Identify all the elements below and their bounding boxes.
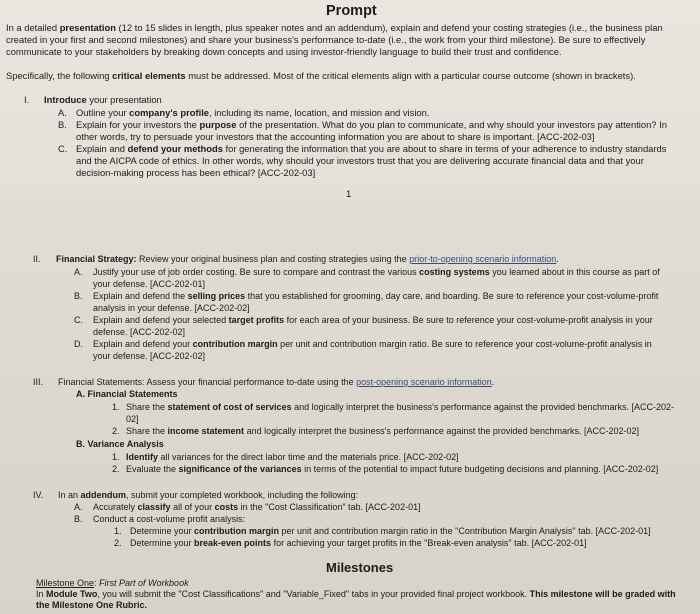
section-3-b-1-text: Identify all variances for the direct labor time and the materials price. [ACC-202-02] — [126, 452, 459, 462]
section-3-b-2-number: 2. — [112, 464, 120, 474]
section-2-d-letter: D. — [74, 339, 83, 349]
section-1-c-line-3: decision-making process has been ethical? [ACC-202-03] — [76, 167, 316, 178]
section-2-number: II. — [33, 254, 41, 264]
section-1-a-text: Outline your company's profile, including its name, location, and mission and vision. — [76, 107, 430, 118]
section-2-c-letter: C. — [74, 315, 83, 325]
section-4-b-2-text: Determine your break-even points for achieving your target profits in the "Break-even analysis" tab. [ACC-202-01] — [130, 538, 587, 548]
section-2-a-line-1: Justify your use of job order costing. Be sure to compare and contrast the various costing systems you learned about in this course as part of — [93, 267, 660, 277]
section-3-a-heading: A. Financial Statements — [76, 389, 178, 399]
critical-elements-line: Specifically, the following critical elements must be addressed. Most of the critical elements align with a particular course outcome (shown in brackets). — [6, 70, 636, 81]
intro-line-3: communicate to your stakeholders by breaking down concepts and using investor-friendly language to build their trust and confidence. — [6, 46, 562, 57]
section-1-number: I. — [24, 94, 30, 105]
section-3-a-1-line-2: 02] — [126, 414, 139, 424]
section-4-b-1-number: 1. — [114, 526, 122, 536]
section-4-b-2-number: 2. — [114, 538, 122, 548]
section-1-b-line-2: other words, try to persuade your investors that the accounting information you are about to share is important. [ACC-202-03] — [76, 131, 595, 142]
section-4-heading: In an addendum, submit your completed workbook, including the following: — [58, 490, 359, 500]
section-2-d-line-1: Explain and defend your contribution margin per unit and contribution margin ratio. Be sure to reference your cost-volume-profit analysis in — [93, 339, 652, 349]
section-3-heading: Financial Statements: Assess your financial performance to-date using the post-opening scenario information. — [58, 377, 495, 387]
intro-line-2: created in your first and second milestones) and share your business's performance to-date (i.e., the work from your third milestone). Be sure to effectively — [6, 34, 646, 45]
section-1-heading: Introduce your presentation — [44, 94, 162, 105]
section-2-b-letter: B. — [74, 291, 83, 301]
section-2-c-line-2: defense. [ACC-202-02] — [93, 327, 186, 337]
section-2-c-line-1: Explain and defend your selected target profits for each area of your business. Be sure to reference your cost-volume-profit analysis in your — [93, 315, 653, 325]
milestone-one-line-2: the Milestone One Rubric. — [36, 600, 148, 610]
milestone-one-line-1: In Module Two, you will submit the "Cost Classifications" and "Variable_Fixed" tabs in your provided final project workbook. This milestone will be graded with — [36, 589, 676, 599]
section-2-d-line-2: your defense. [ACC-202-02] — [93, 351, 206, 361]
section-2-a-line-2: your defense. [ACC-202-01] — [93, 279, 206, 289]
post-opening-link[interactable]: post-opening scenario information — [356, 377, 492, 387]
section-3-a-1-number: 1. — [112, 402, 120, 412]
section-2-b-line-1: Explain and defend the selling prices that you established for grooming, day care, and boarding. Be sure to reference your cost-volume-profit — [93, 291, 659, 301]
section-3-a-1-line-1: Share the statement of cost of services and logically interpret the business's performance against the provided benchmarks. [ACC-202- — [126, 402, 674, 412]
section-3-number: III. — [33, 377, 44, 387]
section-4-b-letter: B. — [74, 514, 83, 524]
milestones-heading: Milestones — [326, 560, 394, 575]
section-1-c-letter: C. — [58, 143, 68, 154]
section-1-a-letter: A. — [58, 107, 67, 118]
section-3-a-2-number: 2. — [112, 426, 120, 436]
section-4-b-text: Conduct a cost-volume profit analysis: — [93, 514, 246, 524]
prior-to-opening-link[interactable]: prior-to-opening scenario information — [409, 254, 557, 264]
section-1-b-line-1: Explain for your investors the purpose of the presentation. What do you plan to communicate, and why should your investors pay attention? In — [76, 119, 667, 130]
section-2-heading: Financial Strategy: Review your original business plan and costing strategies using the prior-to-opening scenario information. — [56, 254, 559, 264]
section-1-b-letter: B. — [58, 119, 67, 130]
milestone-one-heading: Milestone One: First Part of Workbook — [36, 578, 189, 588]
section-4-number: IV. — [33, 490, 44, 500]
section-1-c-line-2: and the AICPA code of ethics. In other words, why should your investors trust that you are delivering accurate financial data and that your — [76, 155, 644, 166]
page-number: 1 — [346, 189, 352, 200]
section-4-b-1-text: Determine your contribution margin per unit and contribution margin ratio in the "Contribution Margin Analysis" tab. [ACC-202-01] — [130, 526, 651, 536]
section-1-c-line-1: Explain and defend your methods for generating the information that you are about to share in terms of your adherence to industry standards — [76, 143, 667, 154]
section-2-b-line-2: analysis in your defense. [ACC-202-02] — [93, 303, 250, 313]
section-3-a-2-text: Share the income statement and logically interpret the business's performance against the provided benchmarks. [ACC-202-02] — [126, 426, 639, 436]
section-3-b-1-number: 1. — [112, 452, 120, 462]
section-4-a-letter: A. — [74, 502, 83, 512]
intro-line-1: In a detailed presentation (12 to 15 slides in length, plus speaker notes and an addendum), explain and defend your costing strategies (i.e., the business plan — [6, 22, 663, 33]
section-3-b-heading: B. Variance Analysis — [76, 439, 164, 449]
section-4-a-text: Accurately classify all of your costs in the "Cost Classification" tab. [ACC-202-01] — [93, 502, 421, 512]
section-3-b-2-text: Evaluate the significance of the variances in terms of the potential to impact future budgeting decisions and planning. [ACC-202-02] — [126, 464, 659, 474]
section-2-a-letter: A. — [74, 267, 83, 277]
page-title: Prompt — [326, 3, 377, 19]
